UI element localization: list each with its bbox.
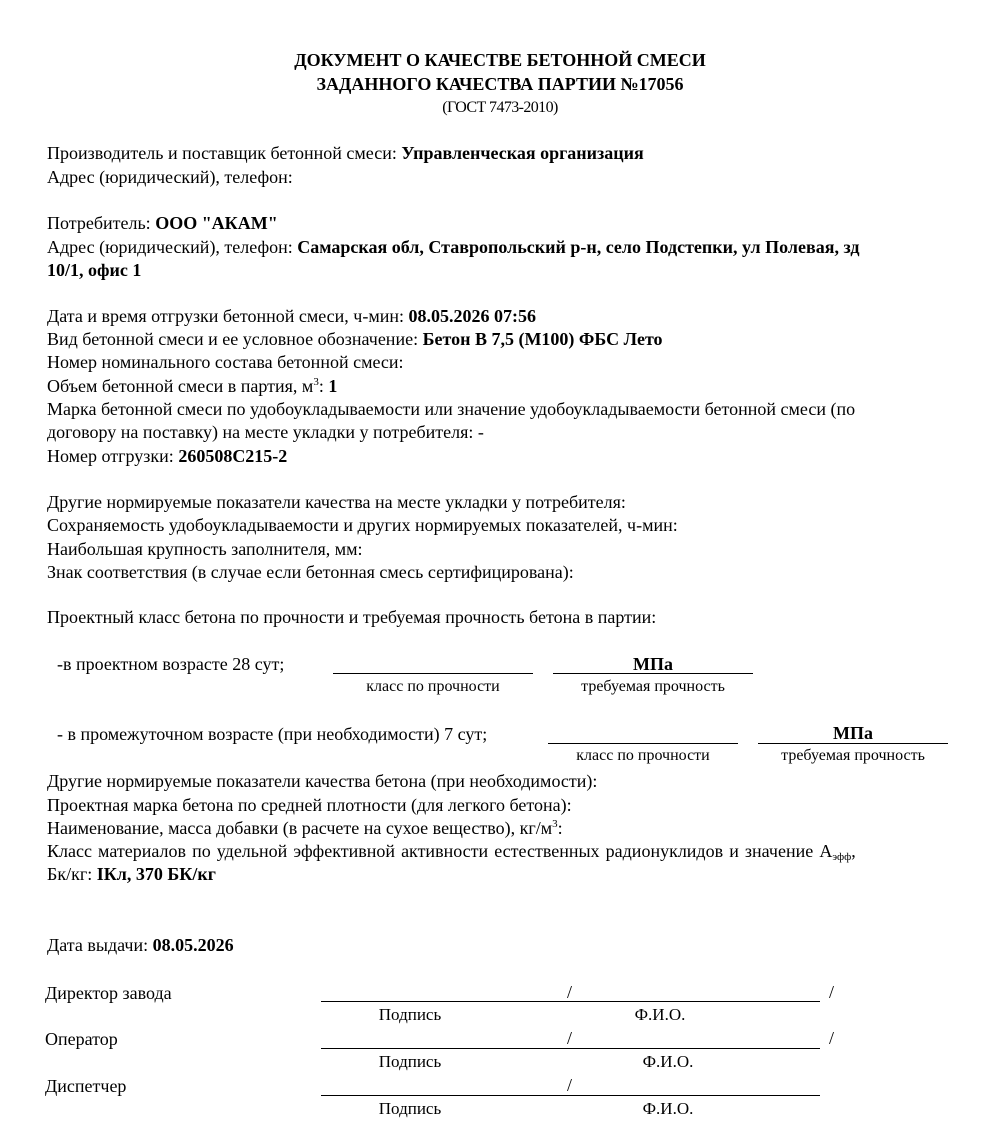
age28-class-caption: класс по прочности [366,678,500,695]
director-slash: / [567,982,573,1002]
document-standard: (ГОСТ 7473-2010) [442,99,558,116]
director-label: Директор завода [45,983,172,1003]
workability-line1: Марка бетонной смеси по удобоукладываемости или значение удобоукладываемости бетонной смеси (по [47,399,856,419]
volume-unit-sup: 3 [313,376,319,388]
age7-required-caption: требуемая прочность [781,747,925,764]
shipment-number-label: Номер отгрузки: [47,446,179,466]
other-indicators-line2: Сохраняемость удобоукладываемости и других нормируемых показателей, ч-мин: [47,515,678,535]
operator-name-caption: Ф.И.О. [642,1052,694,1071]
composition-number-label: Номер номинального состава бетонной смеси: [47,352,404,372]
consumer-address-line [47,236,859,258]
radionuclide-unit-label: Бк/кг: [47,864,97,884]
volume-label: Объем бетонной смеси в партия, м [47,376,314,396]
age28-unit [553,653,753,675]
consumer-value: ООО "АКАМ" [155,213,278,233]
document-title-line2: ЗАДАННОГО КАЧЕСТВА ПАРТИИ №17056 [316,74,684,94]
radionuclide-sub: эфф [832,851,852,863]
age28-label: -в проектном возрасте 28 сут; [57,654,285,674]
producer-value: Управленческая организация [401,143,644,163]
radionuclide-value: IКл, 370 БК/кг [96,864,216,884]
age28-required-caption: требуемая прочность [581,678,725,695]
operator-sign-caption: Подпись [378,1052,442,1071]
shipment-number-value: 260508С215-2 [178,446,288,466]
age28-class-line [333,673,533,674]
volume-value: 1 [328,376,338,396]
director-signature-line [321,1001,820,1002]
concrete-other-line1: Другие нормируемые показатели качества бетона (при необходимости): [47,771,598,791]
consumer-label: Потребитель: [47,213,156,233]
operator-slash-end: / [829,1028,835,1048]
other-indicators-line4: Знак соответствия (в случае если бетонная смесь сертифицирована): [47,562,574,582]
consumer-line [47,212,278,234]
operator-signature-line [321,1048,820,1049]
shipment-datetime-label: Дата и время отгрузки бетонной смеси, ч-мин: [47,306,409,326]
additive-label: Наименование, масса добавки (в расчете на сухое вещество), кг/м [47,818,553,838]
dispatcher-label: Диспетчер [45,1076,127,1096]
consumer-address-label: Адрес (юридический), телефон: [47,237,298,257]
age7-class-caption: класс по прочности [576,747,710,764]
shipment-datetime-value: 08.05.2026 07:56 [408,306,537,326]
mix-type-line [47,328,663,350]
mix-type-value: Бетон В 7,5 (М100) ФБС Лето [422,329,663,349]
operator-slash: / [567,1028,573,1048]
dispatcher-sign-caption: Подпись [378,1099,442,1118]
other-indicators-line1: Другие нормируемые показатели качества на месте укладки у потребителя: [47,492,626,512]
issue-date-line [47,934,234,956]
producer-address-label: Адрес (юридический), телефон: [47,167,293,187]
radionuclide-value-line [47,863,216,885]
concrete-other-line3 [47,817,563,839]
concrete-other-line2: Проектная марка бетона по средней плотности (для легкого бетона): [47,795,572,815]
producer-line [47,142,644,164]
consumer-address-continuation [47,259,141,281]
producer-label: Производитель и поставщик бетонной смеси: [47,143,402,163]
director-slash-end: / [829,982,835,1002]
age28-unit-text: МПа [633,654,673,674]
mix-type-label: Вид бетонной смеси и ее условное обозначение: [47,329,423,349]
age7-unit-text: МПа [833,723,873,743]
age7-label: - в промежуточном возрасте (при необходимости) 7 сут; [57,724,488,744]
shipment-datetime-line [47,305,536,327]
document-title-line1: ДОКУМЕНТ О КАЧЕСТВЕ БЕТОННОЙ СМЕСИ [294,50,706,70]
dispatcher-name-caption: Ф.И.О. [642,1099,694,1118]
radionuclide-comma: , [851,841,856,861]
volume-colon: : [318,376,329,396]
issue-date-label: Дата выдачи: [47,935,153,955]
other-indicators-line3: Наибольшая крупность заполнителя, мм: [47,539,363,559]
strength-intro: Проектный класс бетона по прочности и требуемая прочность бетона в партии: [47,607,657,627]
volume-line [47,375,337,397]
director-name-caption: Ф.И.О. [634,1005,686,1024]
concrete-other-line4 [47,840,952,862]
additive-colon: : [557,818,563,838]
shipment-number-line [47,445,287,467]
additive-unit-sup: 3 [552,818,558,830]
consumer-address-value-line2: 10/1, офис 1 [47,260,142,280]
dispatcher-slash: / [567,1075,573,1095]
workability-line2: договору на поставку) на месте укладки у потребителя: - [47,422,484,442]
consumer-address-value: Самарская обл, Ставропольский р-н, село Подстепки, ул Полевая, зд [297,237,860,257]
age7-class-line [548,743,738,744]
issue-date-value: 08.05.2026 [152,935,234,955]
radionuclide-label: Класс материалов по удельной эффективной активности естественных радионуклидов и значение А [47,841,833,861]
director-sign-caption: Подпись [378,1005,442,1024]
operator-label: Оператор [45,1029,118,1049]
dispatcher-signature-line [321,1095,820,1096]
age7-unit [758,722,948,744]
